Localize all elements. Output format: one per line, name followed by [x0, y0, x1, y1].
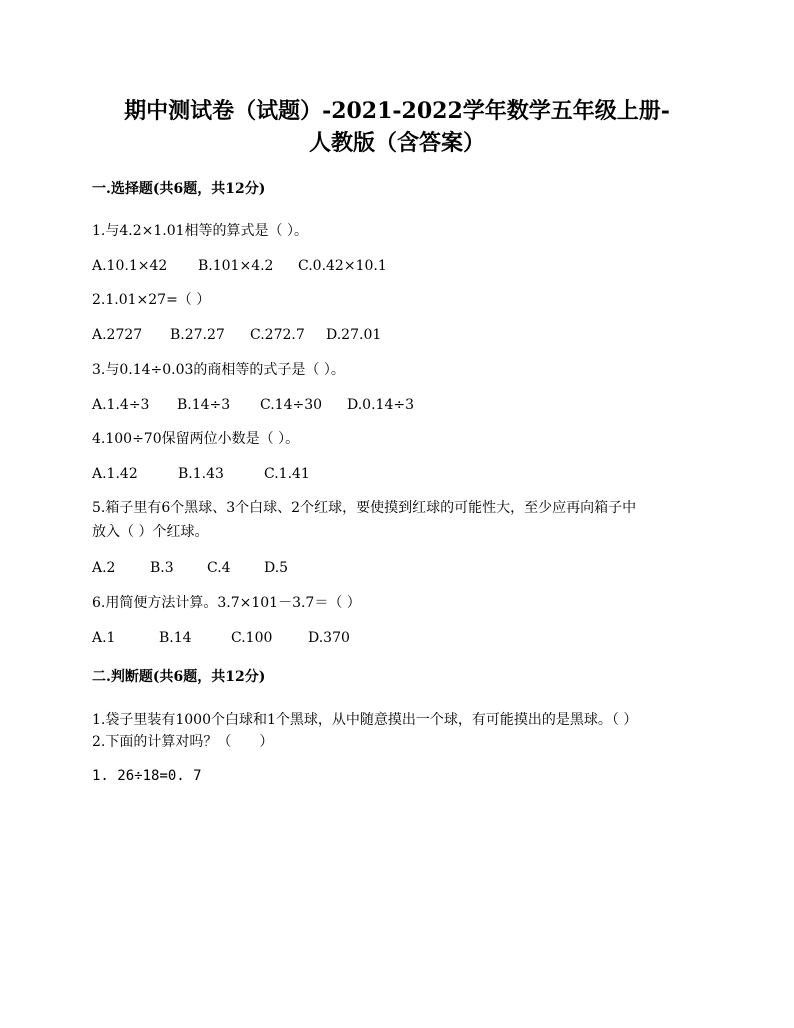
- question-3-stem: 3.与0.14÷0.03的商相等的式子是（ ）。: [92, 362, 345, 378]
- option-b: B.14: [159, 630, 192, 646]
- option-d: D.5: [264, 560, 289, 576]
- question-2-options: [92, 326, 381, 344]
- option-b: B.101×4.2: [198, 258, 274, 274]
- question-6-stem: 6.用简便方法计算。3.7×101－3.7＝（ ）: [92, 595, 361, 611]
- question-3-options: [92, 396, 414, 414]
- option-b: B.14÷3: [177, 397, 231, 413]
- question-5-stem-line-1: 5.箱子里有6个黑球、3个白球、2个红球，要使摸到红球的可能性大，至少应再向箱子中: [92, 500, 637, 516]
- question-1-options: [92, 257, 387, 275]
- option-a: A.1.4÷3: [92, 397, 150, 413]
- option-c: C.0.42×10.1: [298, 258, 387, 274]
- option-b: B.27.27: [170, 327, 225, 343]
- option-c: C.4: [207, 560, 231, 576]
- option-a: A.2: [92, 560, 116, 576]
- section-heading-choice: 一.选择题(共6题，共12分): [92, 181, 266, 197]
- judgement-question-2: 2.下面的计算对吗？（ ）: [92, 734, 274, 750]
- question-5-stem-line-2: 放入（ ）个红球。: [92, 524, 209, 540]
- option-c: C.272.7: [250, 327, 305, 343]
- option-c: C.1.41: [264, 466, 310, 482]
- question-6-options: [92, 629, 350, 647]
- option-d: D.0.14÷3: [347, 397, 414, 413]
- option-a: A.2727: [92, 327, 143, 343]
- question-1-stem: 1.与4.2×1.01相等的算式是（ ）。: [92, 223, 308, 239]
- question-5-options: [92, 559, 288, 577]
- question-4-options: [92, 465, 310, 483]
- option-b: B.3: [150, 560, 174, 576]
- option-c: C.100: [231, 630, 273, 646]
- document-title-line-1: 期中测试卷（试题）-2021-2022学年数学五年级上册-: [124, 98, 670, 124]
- option-c: C.14÷30: [260, 397, 323, 413]
- question-2-stem: 2.1.01×27=（ ）: [92, 292, 211, 308]
- judgement-question-2-expression: 1. 26÷18=0. 7: [92, 768, 202, 784]
- option-a: A.1.42: [92, 466, 138, 482]
- option-a: A.1: [92, 630, 116, 646]
- document-title-line-2: 人教版（含答案）: [308, 130, 485, 156]
- option-d: D.370: [308, 630, 350, 646]
- option-d: D.27.01: [326, 327, 382, 343]
- option-b: B.1.43: [178, 466, 224, 482]
- judgement-question-1: 1.袋子里装有1000个白球和1个黑球，从中随意摸出一个球，有可能摸出的是黑球。（ ）: [92, 712, 638, 728]
- question-4-stem: 4.100÷70保留两位小数是（ ）。: [92, 431, 300, 447]
- section-heading-judgement: 二.判断题(共6题，共12分): [92, 669, 266, 685]
- option-a: A.10.1×42: [92, 258, 168, 274]
